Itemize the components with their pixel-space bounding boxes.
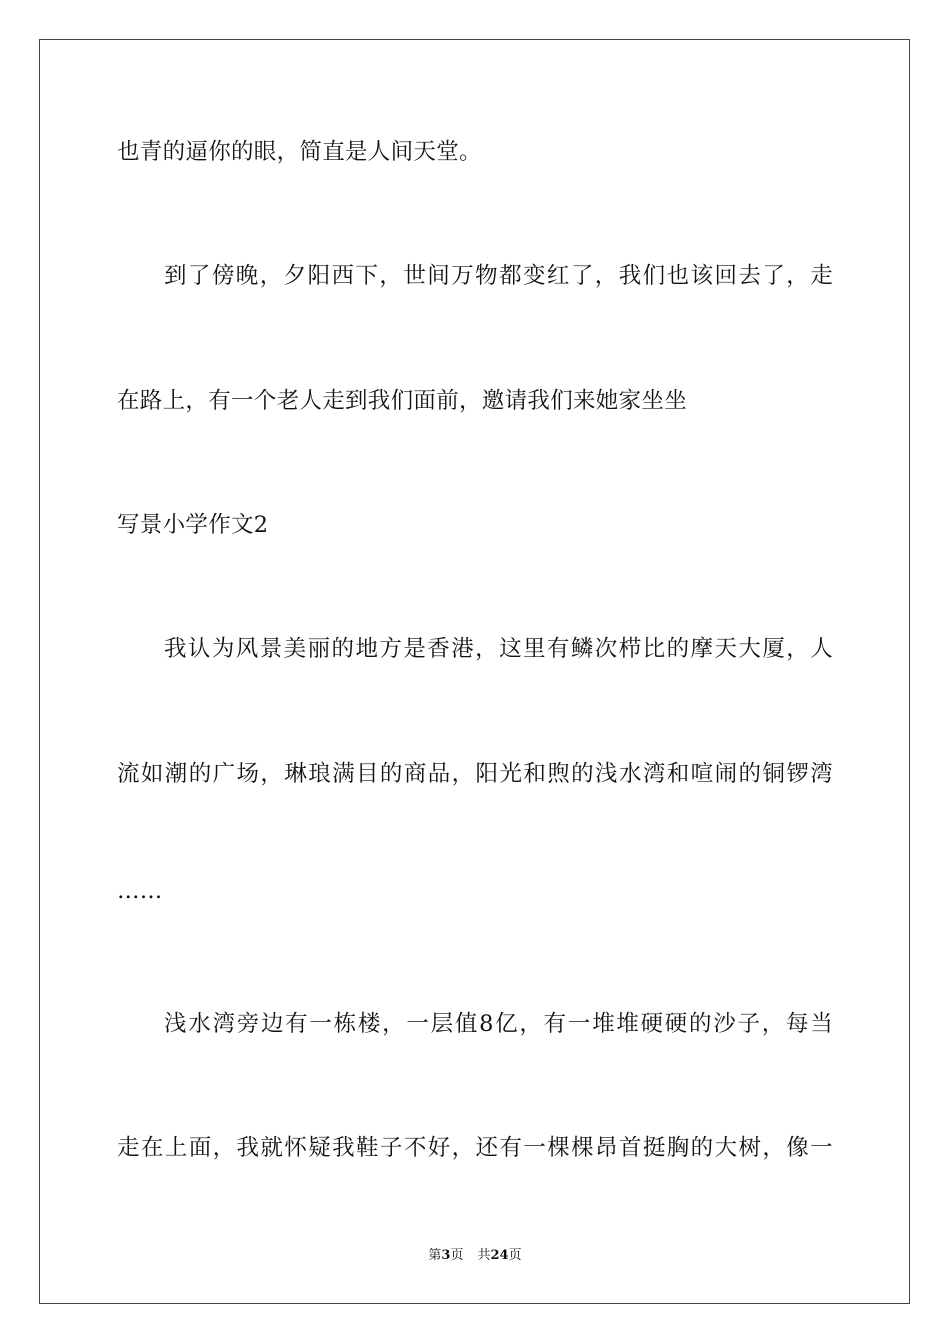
text-line: 也青的逼你的眼，简直是人间天堂。 xyxy=(117,139,482,165)
footer-total-prefix: 共 xyxy=(477,1248,491,1263)
text-line: 流如潮的广场，琳琅满目的商品，阳光和煦的浅水湾和喧闹的铜锣湾 xyxy=(117,761,833,787)
text-line: 到了傍晚，夕阳西下，世间万物都变红了，我们也该回去了，走 xyxy=(164,263,833,289)
text-line: …… xyxy=(117,878,163,904)
section-heading: 写景小学作文2 xyxy=(117,512,269,538)
footer-page-total: 24 xyxy=(490,1248,509,1263)
text-line: 浅水湾旁边有一栋楼，一层值8亿，有一堆堆硬硬的沙子，每当 xyxy=(164,1011,833,1037)
footer-page-suffix: 页 xyxy=(450,1248,464,1263)
text-line: 我认为风景美丽的地方是香港，这里有鳞次栉比的摩天大厦，人 xyxy=(164,636,833,662)
page-footer xyxy=(0,1247,950,1265)
footer-page-prefix: 第 xyxy=(428,1248,442,1263)
page-border xyxy=(39,39,910,1304)
footer-total-suffix: 页 xyxy=(508,1248,522,1263)
text-line: 在路上，有一个老人走到我们面前，邀请我们来她家坐坐 xyxy=(117,388,688,414)
footer-page-current: 3 xyxy=(441,1248,451,1263)
text-line: 走在上面，我就怀疑我鞋子不好，还有一棵棵昂首挺胸的大树，像一 xyxy=(117,1135,833,1161)
